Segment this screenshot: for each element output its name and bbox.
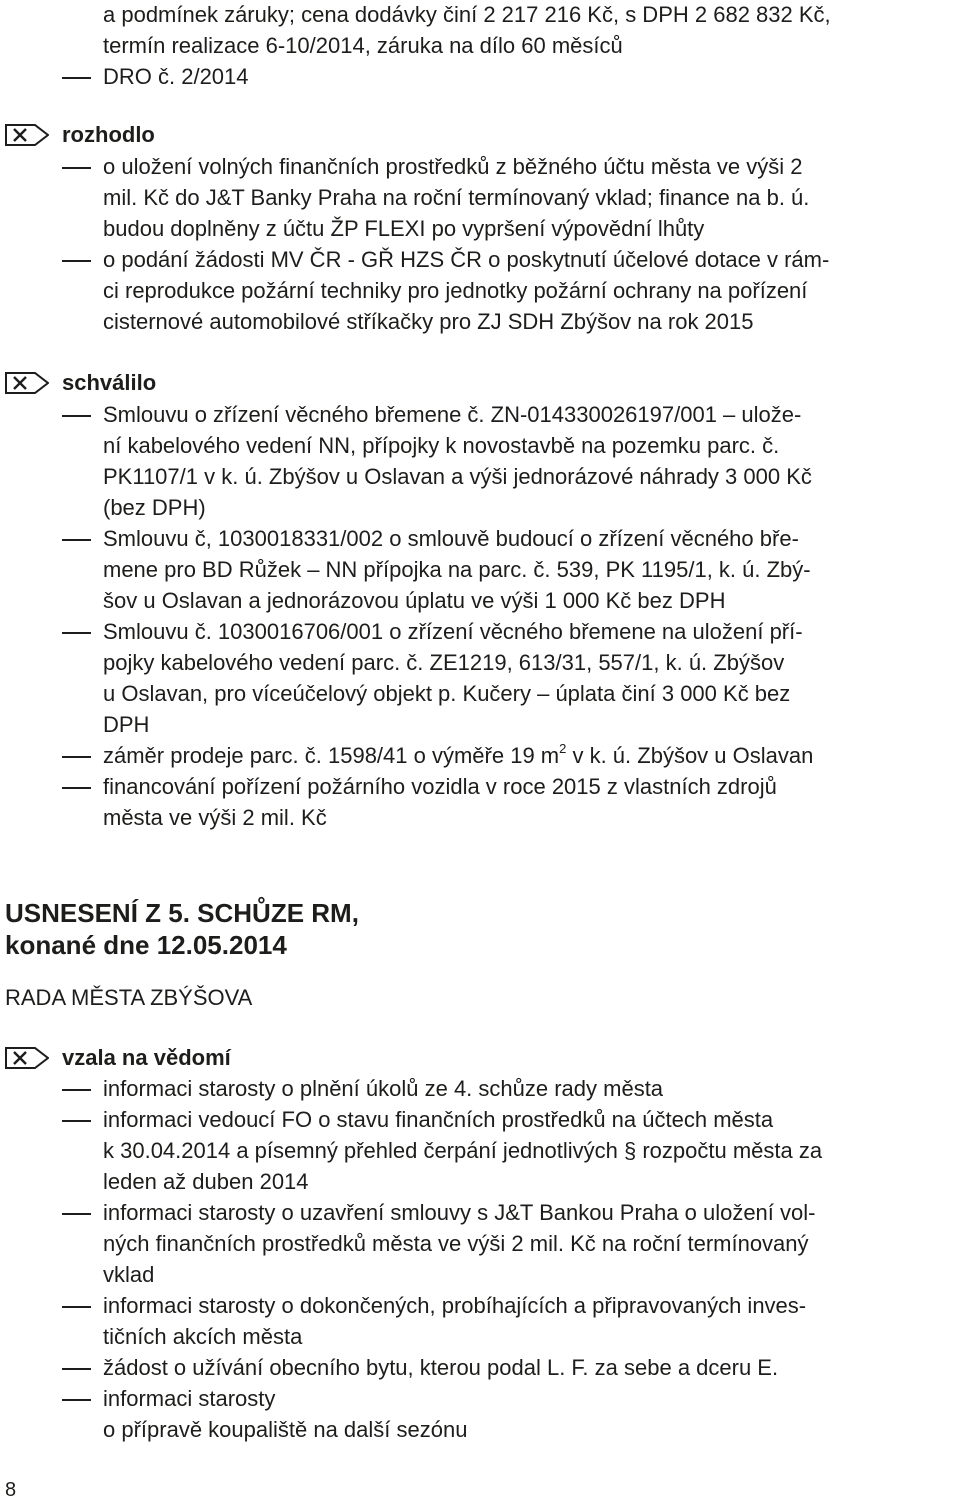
dash-bullet	[62, 1120, 91, 1122]
text-line: žádost o užívání obecního bytu, kterou podal L. F. za sebe a dceru E.	[103, 1355, 779, 1380]
text-line: mene pro BD Růžek – NN přípojka na parc. č. 539, PK 1195/1, k. ú. Zbý-	[103, 557, 811, 582]
dash-bullet	[62, 756, 91, 758]
text-line: DPH	[103, 712, 150, 737]
text-line: ní kabelového vedení NN, přípojky k novostavbě na pozemku parc. č.	[103, 433, 780, 458]
text-line: informaci starosty o plnění úkolů ze 4. schůze rady města	[103, 1076, 664, 1101]
text-line: Smlouvu o zřízení věcného břemene č. ZN-014330026197/001 – ulože-	[103, 402, 802, 427]
text-line: ných finančních prostředků města ve výši 2 mil. Kč na roční termínovaný	[103, 1231, 809, 1256]
text-line: DRO č. 2/2014	[103, 64, 249, 89]
page-title-date: konané dne 12.05.2014	[5, 930, 287, 960]
dash-bullet	[62, 77, 91, 79]
text-line: Smlouvu č, 1030018331/002 o smlouvě budoucí o zřízení věcného bře-	[103, 526, 799, 551]
page-subtitle: RADA MĚSTA ZBÝŠOVA	[5, 985, 253, 1010]
text-line: informaci starosty o dokončených, probíhajících a připravovaných inves-	[103, 1293, 807, 1318]
dash-bullet	[62, 1089, 91, 1091]
text-line: vklad	[103, 1262, 155, 1287]
text-line: šov u Oslavan a jednorázovou úplatu ve výši 1 000 Kč bez DPH	[103, 588, 726, 613]
text-line: mil. Kč do J&T Banky Praha na roční termínovaný vklad; finance na b. ú.	[103, 185, 810, 210]
page-number: 8	[5, 1479, 17, 1501]
text-line: informaci starosty o uzavření smlouvy s J&T Bankou Praha o uložení vol-	[103, 1200, 816, 1225]
text-line: Smlouvu č. 1030016706/001 o zřízení věcného břemene na uložení pří-	[103, 619, 803, 644]
dash-bullet	[62, 260, 91, 262]
superscript: 2	[559, 740, 567, 756]
dash-bullet	[62, 1213, 91, 1215]
text-line: pojky kabelového vedení parc. č. ZE1219, 613/31, 557/1, k. ú. Zbýšov	[103, 650, 785, 675]
text-line: u Oslavan, pro víceúčelový objekt p. Kučery – úplata činí 3 000 Kč bez	[103, 681, 791, 706]
dash-bullet	[62, 1368, 91, 1370]
text-line: města ve výši 2 mil. Kč	[103, 805, 327, 830]
text-line: cisternové automobilové stříkačky pro ZJ SDH Zbýšov na rok 2015	[103, 309, 754, 334]
text-line: k 30.04.2014 a písemný přehled čerpání jednotlivých § rozpočtu města za	[103, 1138, 823, 1163]
dash-bullet	[62, 632, 91, 634]
section-heading-vzala: vzala na vědomí	[62, 1045, 231, 1070]
checkbox-x-arrow-icon	[5, 1047, 49, 1069]
text-line: financování pořízení požárního vozidla v roce 2015 z vlastních zdrojů	[103, 774, 777, 799]
section-heading-rozhodlo: rozhodlo	[62, 122, 155, 147]
section-heading-schvalilo: schválilo	[62, 370, 157, 395]
text-line: informaci starosty	[103, 1386, 276, 1411]
text-line: o uložení volných finančních prostředků z běžného účtu města ve výši 2	[103, 154, 803, 179]
text-line: tičních akcích města	[103, 1324, 303, 1349]
text-line: termín realizace 6-10/2014, záruka na dílo 60 měsíců	[103, 33, 623, 58]
text-line: PK1107/1 v k. ú. Zbýšov u Oslavan a výši jednorázové náhrady 3 000 Kč	[103, 464, 812, 489]
dash-bullet	[62, 415, 91, 417]
checkbox-x-arrow-icon	[5, 124, 49, 146]
text-line: a podmínek záruky; cena dodávky činí 2 217 216 Kč, s DPH 2 682 832 Kč,	[103, 2, 831, 27]
text-line	[103, 741, 813, 771]
text-line: ci reprodukce požární techniky pro jednotky požární ochrany na pořízení	[103, 278, 808, 303]
text-segment: v k. ú. Zbýšov u Oslavan	[566, 743, 814, 768]
dash-bullet	[62, 1399, 91, 1401]
page-title: USNESENÍ Z 5. SCHŮZE RM,	[5, 898, 359, 928]
text-line: budou doplněny z účtu ŽP FLEXI po vypršení výpovědní lhůty	[103, 216, 705, 241]
dash-bullet	[62, 539, 91, 541]
dash-bullet	[62, 787, 91, 789]
text-line: (bez DPH)	[103, 495, 206, 520]
text-line: o podání žádosti MV ČR - GŘ HZS ČR o poskytnutí účelové dotace v rám-	[103, 247, 830, 272]
dash-bullet	[62, 1306, 91, 1308]
checkbox-x-arrow-icon	[5, 372, 49, 394]
dash-bullet	[62, 167, 91, 169]
text-line: informaci vedoucí FO o stavu finančních prostředků na účtech města	[103, 1107, 774, 1132]
text-line: leden až duben 2014	[103, 1169, 309, 1194]
text-line: o přípravě koupaliště na další sezónu	[103, 1417, 468, 1442]
text-segment: záměr prodeje parc. č. 1598/41 o výměře 19 m	[103, 743, 560, 768]
